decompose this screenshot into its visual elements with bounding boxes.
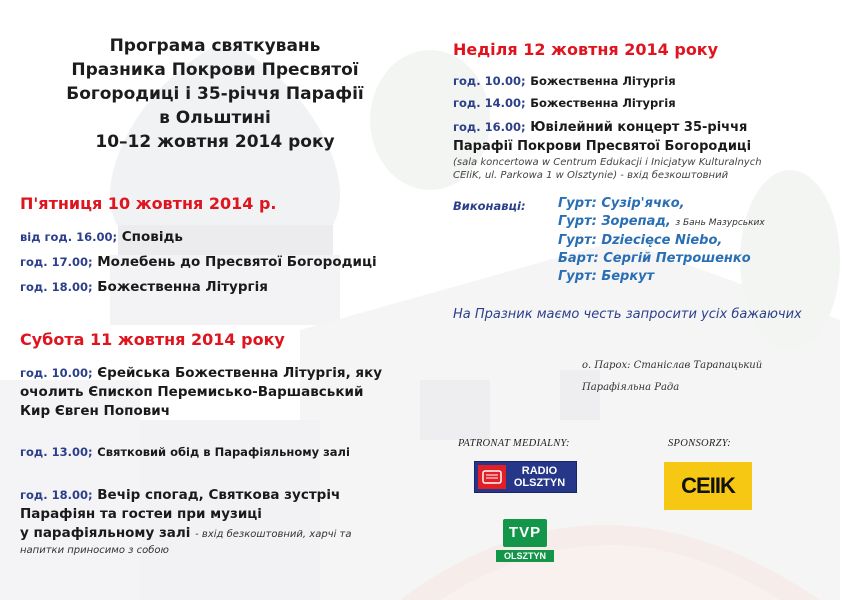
saturday-item-1-text-2: очолить Єпископ Перемисько-Варшавський bbox=[20, 384, 364, 400]
sunday-item-3 bbox=[453, 118, 762, 182]
saturday-item-3-note-1: - вхід безкоштовний, харчі та bbox=[195, 529, 352, 540]
saturday-item-3-text-2: Парафіян та гостеи при музиці bbox=[20, 506, 262, 522]
friday-item-2-time: год. 17.00; bbox=[20, 255, 93, 269]
signature-priest: о. Парох: Станіслав Тарапацький bbox=[582, 360, 763, 371]
sunday-item-1-time: год. 10.00; bbox=[453, 74, 526, 88]
title-line-5: 10–12 жовтня 2014 року bbox=[95, 132, 335, 152]
saturday-heading: Субота 11 жовтня 2014 року bbox=[20, 330, 285, 349]
program-title bbox=[20, 34, 410, 154]
friday-item-3-time: год. 18.00; bbox=[20, 280, 93, 294]
friday-item-2 bbox=[20, 253, 377, 272]
saturday-item-3-text-3: у парафіяльному залі bbox=[20, 525, 191, 541]
performer-3: Гурт: Dziecięce Niebo, bbox=[558, 233, 723, 248]
sunday-item-3-text-2: Парафії Покрови Пресвятої Богородиці bbox=[453, 139, 752, 154]
saturday-item-1-text-1: Єрейська Божественна Літургія, яку bbox=[97, 365, 383, 381]
friday-item-1-time: від год. 16.00; bbox=[20, 230, 118, 244]
title-line-4: в Ольштині bbox=[159, 108, 271, 128]
tvp-logo-text: TVP bbox=[503, 519, 547, 547]
friday-item-1-text: Сповідь bbox=[121, 229, 183, 245]
saturday-item-3-text-1: Вечір спогад, Святкова зустріч bbox=[97, 487, 341, 503]
tvp-olsztyn-logo bbox=[488, 510, 562, 570]
sunday-item-3-note-1: (sala koncertowa w Centrum Edukacji i Inicjatyw Kulturalnych bbox=[453, 157, 762, 168]
saturday-item-3-time: год. 18.00; bbox=[20, 488, 93, 502]
radio-icon bbox=[478, 465, 506, 489]
title-line-3: Богородиці і 35-річчя Парафії bbox=[66, 84, 364, 104]
performers-list bbox=[558, 195, 765, 286]
friday-item-2-text: Молебень до Пресвятої Богородиці bbox=[97, 254, 377, 270]
saturday-item-2 bbox=[20, 443, 350, 462]
friday-item-3 bbox=[20, 278, 268, 297]
radio-logo-line-1: RADIO bbox=[521, 465, 558, 477]
saturday-item-1-time: год. 10.00; bbox=[20, 366, 93, 380]
friday-item-3-text: Божественна Літургія bbox=[97, 279, 268, 295]
saturday-item-1 bbox=[20, 364, 382, 421]
friday-item-1 bbox=[20, 228, 183, 247]
patronat-label: PATRONAT MEDIALNY: bbox=[458, 438, 570, 449]
ceiik-logo: CEIIK bbox=[664, 462, 752, 510]
title-line-1: Програма святкувань bbox=[109, 36, 321, 56]
sunday-item-3-time: год. 16.00; bbox=[453, 120, 526, 134]
sponsorzy-label: SPONSORZY: bbox=[668, 438, 731, 449]
sunday-item-2-text: Божественна Літургія bbox=[530, 96, 676, 110]
invitation-text: На Празник маємо честь запросити усіх бажаючих bbox=[453, 307, 802, 322]
sunday-item-3-note-2: CEIiK, ul. Parkowa 1 w Olsztynie) - вхід безкоштовний bbox=[453, 170, 729, 181]
sunday-item-1 bbox=[453, 72, 676, 91]
sunday-item-1-text: Божественна Літургія bbox=[530, 74, 676, 88]
performer-1: Гурт: Сузір'ячко, bbox=[558, 196, 685, 211]
performer-2-sub: з Бань Мазурських bbox=[675, 218, 765, 228]
performers-label: Виконавці: bbox=[453, 199, 526, 213]
title-line-2: Празника Покрови Пресвятої bbox=[71, 60, 359, 80]
radio-olsztyn-logo bbox=[474, 461, 577, 493]
sunday-heading: Неділя 12 жовтня 2014 року bbox=[453, 40, 719, 59]
performer-5: Гурт: Беркут bbox=[558, 269, 655, 284]
saturday-item-2-text: Святковий обід в Парафіяльному залі bbox=[97, 445, 350, 459]
performer-4: Барт: Сергій Петрошенко bbox=[558, 251, 751, 266]
tvp-logo-sub: OLSZTYN bbox=[496, 550, 554, 562]
performer-2: Гурт: Зорепад, з Бань Мазурських bbox=[558, 214, 765, 229]
saturday-item-3-note-2: напитки приносимо з собою bbox=[20, 545, 169, 556]
sunday-item-2 bbox=[453, 94, 676, 113]
saturday-item-2-time: год. 13.00; bbox=[20, 445, 93, 459]
sunday-item-2-time: год. 14.00; bbox=[453, 96, 526, 110]
saturday-item-1-text-3: Кир Євген Попович bbox=[20, 403, 170, 419]
saturday-item-3 bbox=[20, 486, 352, 558]
sunday-item-3-text-1: Ювілейний концерт 35-річчя bbox=[530, 120, 748, 135]
signature-council: Парафіяльна Рада bbox=[582, 382, 680, 393]
radio-logo-line-2: OLSZTYN bbox=[513, 477, 566, 489]
friday-heading: П'ятниця 10 жовтня 2014 р. bbox=[20, 194, 277, 213]
